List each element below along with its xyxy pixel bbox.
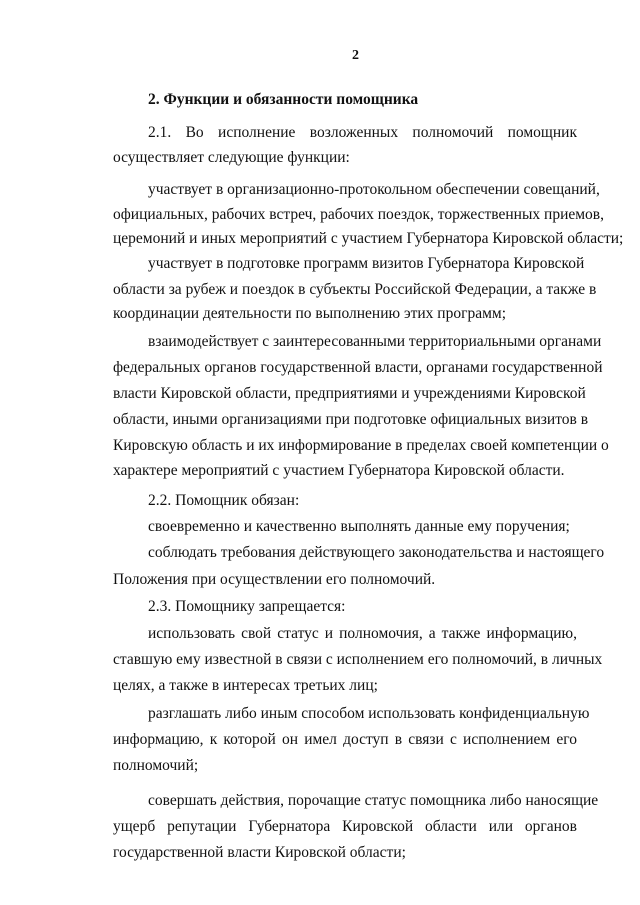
text-line: разглашать либо иным способом использовать конфиденциальную — [148, 705, 590, 722]
text-line: 2.1. Во исполнение возложенных полномочий помощник — [148, 124, 577, 141]
text-line: полномочий; — [113, 757, 199, 774]
section-heading: 2. Функции и обязанности помощника — [148, 91, 419, 108]
text-line: Положения при осуществлении его полномочий. — [113, 571, 436, 588]
text-line: 2.3. Помощнику запрещается: — [148, 598, 346, 615]
page-number: 2 — [352, 48, 359, 63]
text-line: соблюдать требования действующего законодательства и настоящего — [148, 544, 605, 561]
text-line: ущерб репутации Губернатора Кировской области или органов — [113, 818, 577, 835]
text-line: координации деятельности по выполнению этих программ; — [113, 305, 507, 322]
text-line: ставшую ему известной в связи с исполнением его полномочий, в личных — [113, 651, 603, 668]
text-line: информацию, к которой он имел доступ в связи с исполнением его — [113, 731, 577, 748]
text-line: участвует в подготовке программ визитов Губернатора Кировской — [148, 255, 585, 272]
text-line: власти Кировской области, предприятиями и учреждениями Кировской — [113, 385, 586, 402]
text-line: Кировскую область и их информирование в пределах своей компетенции о — [113, 437, 609, 454]
text-line: своевременно и качественно выполнять данные ему поручения; — [148, 518, 570, 535]
text-line: совершать действия, порочащие статус помощника либо наносящие — [148, 792, 599, 809]
text-line: официальных, рабочих встреч, рабочих поездок, торжественных приемов, — [113, 206, 604, 223]
text-line: характере мероприятий с участием Губернатора Кировской области. — [113, 462, 565, 479]
text-line: осуществляет следующие функции: — [113, 149, 350, 166]
text-line: взаимодействует с заинтересованными территориальными органами — [148, 333, 602, 350]
text-line: области, иными организациями при подготовке официальных визитов в — [113, 411, 589, 428]
text-line: использовать свой статус и полномочия, а также информацию, — [148, 625, 577, 642]
text-line: церемоний и иных мероприятий с участием Губернатора Кировской области; — [113, 230, 624, 247]
text-line: государственной власти Кировской области; — [113, 844, 406, 861]
text-line: области за рубеж и поездок в субъекты Российской Федерации, а также в — [113, 281, 597, 298]
text-line: 2.2. Помощник обязан: — [148, 492, 300, 509]
text-line: целях, а также в интересах третьих лиц; — [113, 677, 378, 694]
text-line: федеральных органов государственной власти, органами государственной — [113, 359, 603, 376]
text-line: участвует в организационно-протокольном обеспечении совещаний, — [148, 181, 600, 198]
